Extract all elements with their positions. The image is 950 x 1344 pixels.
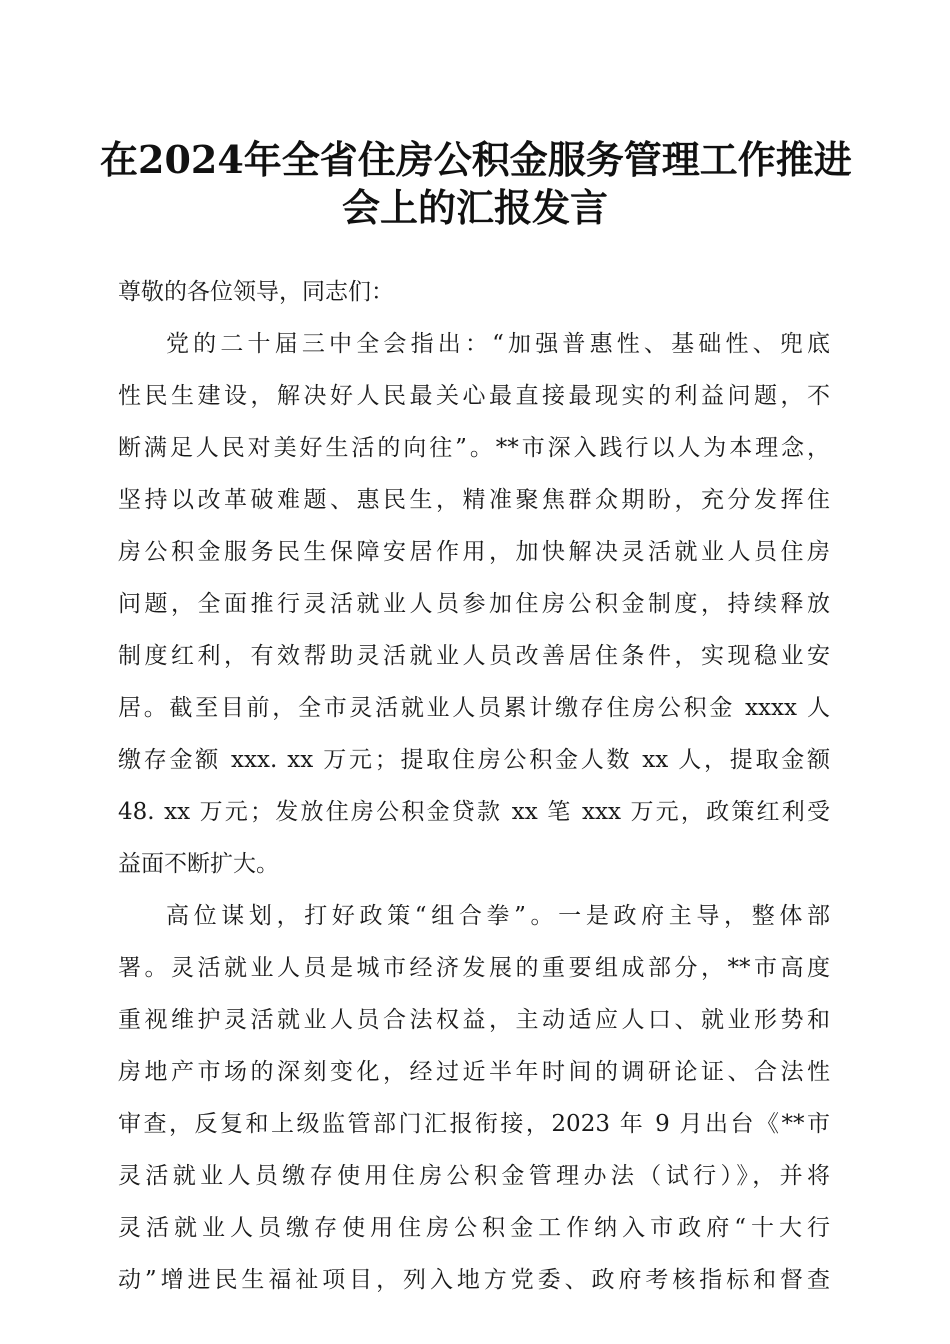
- salutation: 尊敬的各位领导，同志们：: [118, 279, 394, 305]
- paragraph-2-line-3: 重视维护灵活就业人员合法权益，主动适应人口、就业形势和: [118, 1007, 830, 1033]
- paragraph-2-line-2: 署。灵活就业人员是城市经济发展的重要组成部分，**市高度: [118, 955, 830, 981]
- paragraph-2-line-6: 灵活就业人员缴存使用住房公积金管理办法（试行）》，并将: [118, 1163, 830, 1189]
- paragraph-1-line-4: 坚持以改革破难题、惠民生，精准聚焦群众期盼，充分发挥住: [118, 487, 830, 513]
- paragraph-1-line-5: 房公积金服务民生保障安居作用，加快解决灵活就业人员住房: [118, 539, 830, 565]
- paragraph-2-line-5: 审查，反复和上级监管部门汇报衔接，2023 年 9 月出台《**市: [118, 1111, 830, 1137]
- paragraph-2-line-1: 高位谋划，打好政策“组合拳”。一是政府主导，整体部: [166, 903, 830, 929]
- title-line-2: 会上的汇报发言: [341, 185, 608, 230]
- title-line-1: 在2024年全省住房公积金服务管理工作推进: [100, 137, 852, 182]
- paragraph-1-line-8: 居。截至目前，全市灵活就业人员累计缴存住房公积金 xxxx 人: [118, 695, 830, 721]
- paragraph-2-line-8: 动”增进民生福祉项目，列入地方党委、政府考核指标和督查: [118, 1267, 830, 1293]
- paragraph-2-line-4: 房地产市场的深刻变化，经过近半年时间的调研论证、合法性: [118, 1059, 830, 1085]
- paragraph-2-line-7: 灵活就业人员缴存使用住房公积金工作纳入市政府“十大行: [118, 1215, 830, 1241]
- paragraph-1-line-6: 问题，全面推行灵活就业人员参加住房公积金制度，持续释放: [118, 591, 830, 617]
- document-title: [100, 136, 850, 232]
- paragraph-1-line-9: 缴存金额 xxx. xx 万元；提取住房公积金人数 xx 人，提取金额: [118, 747, 830, 773]
- paragraph-1-line-1: 党的二十届三中全会指出：“加强普惠性、基础性、兜底: [166, 331, 830, 357]
- paragraph-1-line-10: 48. xx 万元；发放住房公积金贷款 xx 笔 xxx 万元，政策红利受: [118, 799, 830, 825]
- paragraph-1-line-3: 断满足人民对美好生活的向往”。**市深入践行以人为本理念，: [118, 435, 830, 461]
- paragraph-1-line-11: 益面不断扩大。: [118, 851, 279, 877]
- paragraph-1-line-7: 制度红利，有效帮助灵活就业人员改善居住条件，实现稳业安: [118, 643, 830, 669]
- paragraph-1-line-2: 性民生建设，解决好人民最关心最直接最现实的利益问题，不: [118, 383, 830, 409]
